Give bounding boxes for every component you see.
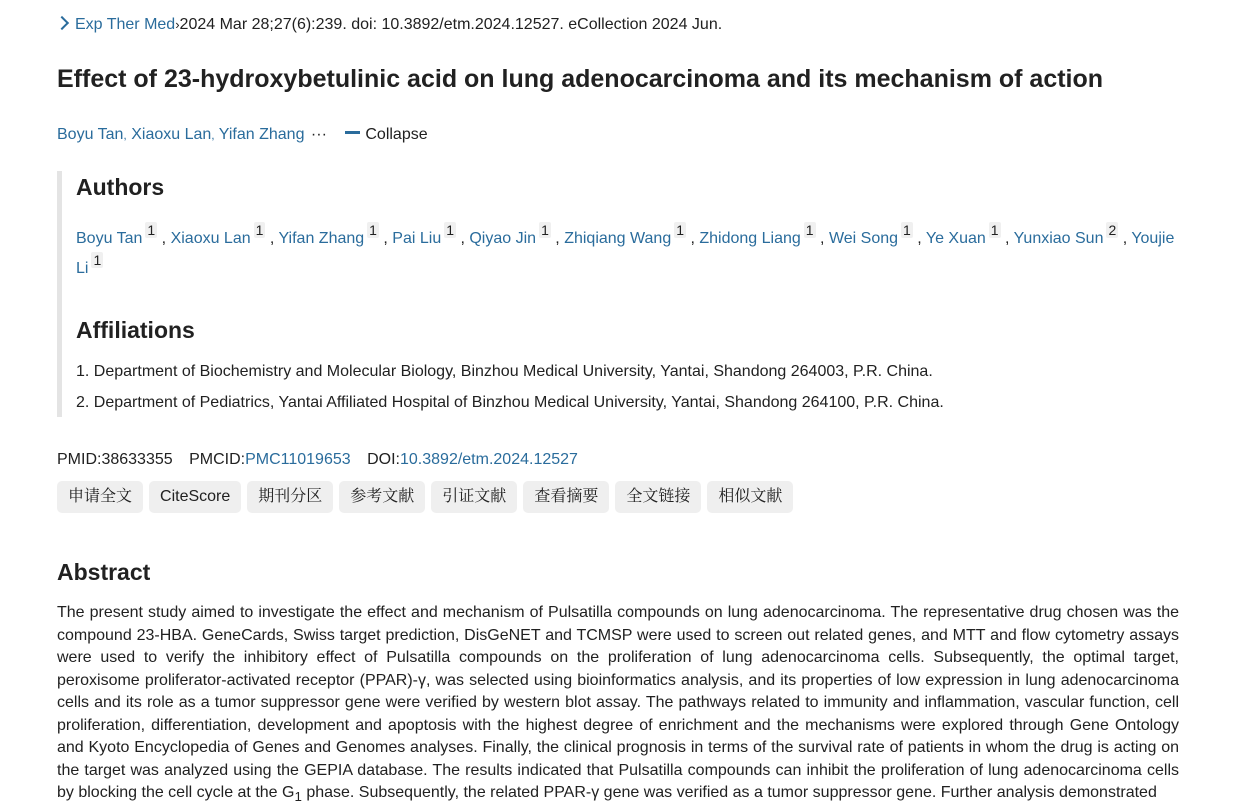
cited-by-button[interactable]: 引证文献 <box>431 481 517 513</box>
abstract-text-part2: phase. Subsequently, the related PPAR-γ gene was verified as a tumor suppressor gene. Further analysis demonstrated <box>301 784 1157 801</box>
authors-expanded-panel <box>57 171 1179 417</box>
affiliation-marker[interactable]: 1 <box>990 222 999 238</box>
affiliation-marker[interactable]: 1 <box>903 222 911 238</box>
author-link[interactable]: Qiyao Jin <box>469 230 537 247</box>
similar-articles-button[interactable]: 相似文献 <box>707 481 793 513</box>
affiliation-text: Department of Pediatrics, Yantai Affiliated Hospital of Binzhou Medical University, Yantai, Shandong 264100, P.R. China. <box>93 394 944 411</box>
authors-heading: Authors <box>76 174 165 200</box>
affiliation-marker[interactable]: 1 <box>805 222 814 238</box>
more-authors-ellipsis[interactable]: ··· <box>310 126 327 143</box>
citation-line <box>57 14 722 36</box>
full-authors-list: Boyu Tan $^1$ , Xiaoxu Lan $^1$ , Yifan Zhang $^1$ , Pai Liu $^1$ , Qiyao Jin $^1$ , Zhiqiang Wang $^1$ , Zhidong Liang $^1$ , Wei Song $^1$ , Ye Xuan $^1$ , Yunxiao Sun $^2$ , Youjie Li $^1$ <box>76 222 1175 277</box>
affiliation-marker[interactable]: 1 <box>369 222 377 238</box>
affiliation-marker[interactable]: 1 <box>93 252 102 268</box>
affiliation-marker[interactable]: 1 <box>255 222 264 238</box>
journal-ranking-button[interactable]: 期刊分区 <box>247 481 333 513</box>
affiliation-item: 2. Department of Pediatrics, Yantai Affiliated Hospital of Binzhou Medical University, Yantai, Shandong 264100, P.R. China. <box>76 394 944 411</box>
affiliation-text: Department of Biochemistry and Molecular Biology, Binzhou Medical University, Yantai, Shandong 264003, P.R. China. <box>93 363 933 380</box>
affiliation-item: 1. Department of Biochemistry and Molecular Biology, Binzhou Medical University, Yantai, Shandong 264003, P.R. China. <box>76 363 933 380</box>
affiliation-marker[interactable]: 1 <box>446 222 455 238</box>
citescore-button[interactable]: CiteScore <box>149 481 241 513</box>
author-link[interactable]: Xiaoxu Lan <box>170 230 251 247</box>
chevron-right-icon[interactable] <box>55 16 69 30</box>
action-buttons <box>57 481 793 513</box>
affiliations-list <box>76 356 1179 418</box>
minus-icon <box>345 131 360 134</box>
citation-details: 2024 Mar 28;27(6):239. doi: 10.3892/etm.2024.12527. eCollection 2024 Jun. <box>179 16 723 33</box>
abstract-heading: Abstract <box>57 559 151 585</box>
author-link[interactable]: Wei Song <box>828 230 899 247</box>
author-link[interactable]: Zhidong Liang <box>699 230 801 247</box>
doi-label: DOI: <box>367 451 400 468</box>
author-link[interactable]: Xiaoxu Lan <box>131 126 212 143</box>
author-link[interactable]: Youjie Li <box>76 230 1175 277</box>
author-link[interactable]: Ye Xuan <box>925 230 986 247</box>
collapse-button[interactable] <box>341 126 427 143</box>
article-title: Effect of 23-hydroxybetulinic acid on lung adenocarcinoma and its mechanism of action <box>57 65 1104 93</box>
author-link[interactable]: Yifan Zhang <box>218 126 305 143</box>
affiliation-marker[interactable]: 1 <box>676 222 685 238</box>
fulltext-links-button[interactable]: 全文链接 <box>615 481 701 513</box>
doi-link[interactable]: 10.3892/etm.2024.12527 <box>400 451 578 468</box>
pmcid-label: PMCID: <box>189 451 246 468</box>
author-link[interactable]: Yunxiao Sun <box>1013 230 1104 247</box>
collapse-label: Collapse <box>365 126 428 143</box>
author-link[interactable]: Zhiqiang Wang <box>564 230 672 247</box>
abstract-text <box>57 602 1179 809</box>
view-abstract-button[interactable]: 查看摘要 <box>523 481 609 513</box>
abstract-text-part1: The present study aimed to investigate the effect and mechanism of Pulsatilla compounds on lung adenocarcinoma. The representative drug chosen was the compound 23-HBA. GeneCards, Swiss target prediction, DisGeNET and TCMSP were used to screen out related genes, and MTT and flow cytometry assays were used to verify the inhibitory effect of Pulsatilla compounds on the proliferation of lung adenocarcinoma cells. Subsequently, the optimal target, peroxisome proliferator-activated receptor (PPAR)-γ, was selected using bioinformatics analysis, and its properties of low expression in lung adenocarcinoma cells and its role as a tumor suppressor gene were verified by western blot assay. The pathways related to immunity and inflammation, vascular function, cell proliferation, differentiation, development and apoptosis with the highest degree of enrichment and the mechanisms were explored through Gene Ontology and Kyoto Encyclopedia of Genes and Genomes analyses. Finally, the clinical prognosis in terms of the survival rate of patients in whom the drug is acting on the target was analyzed using the GEPIA database. The results indicated that Pulsatilla compounds can inhibit the proliferation of lung adenocarcinoma cells by blocking the cell cycle at the G <box>57 604 1179 801</box>
affiliation-marker[interactable]: 1 <box>541 222 549 238</box>
request-fulltext-button[interactable]: 申请全文 <box>57 481 143 513</box>
author-link[interactable]: Boyu Tan <box>76 230 143 247</box>
author-link[interactable]: Pai Liu <box>392 230 442 247</box>
pmcid-link[interactable]: PMC11019653 <box>245 451 351 468</box>
author-separator: , <box>123 128 127 142</box>
pmid-label: PMID: <box>57 451 102 468</box>
affiliation-marker[interactable]: 2 <box>1108 222 1117 238</box>
citation-separator: › <box>175 17 180 32</box>
journal-link[interactable]: Exp Ther Med <box>75 16 176 33</box>
authors-short-list <box>57 124 428 146</box>
author-link[interactable]: Yifan Zhang <box>278 230 365 247</box>
author-link[interactable]: Boyu Tan <box>57 126 124 143</box>
pmid-value: 38633355 <box>101 451 173 468</box>
affiliation-marker[interactable]: 1 <box>147 222 156 238</box>
author-separator: , <box>211 128 215 142</box>
subscript: 1 <box>294 789 302 805</box>
references-button[interactable]: 参考文献 <box>339 481 425 513</box>
affiliations-heading: Affiliations <box>76 317 195 343</box>
identifiers-row <box>57 449 578 471</box>
